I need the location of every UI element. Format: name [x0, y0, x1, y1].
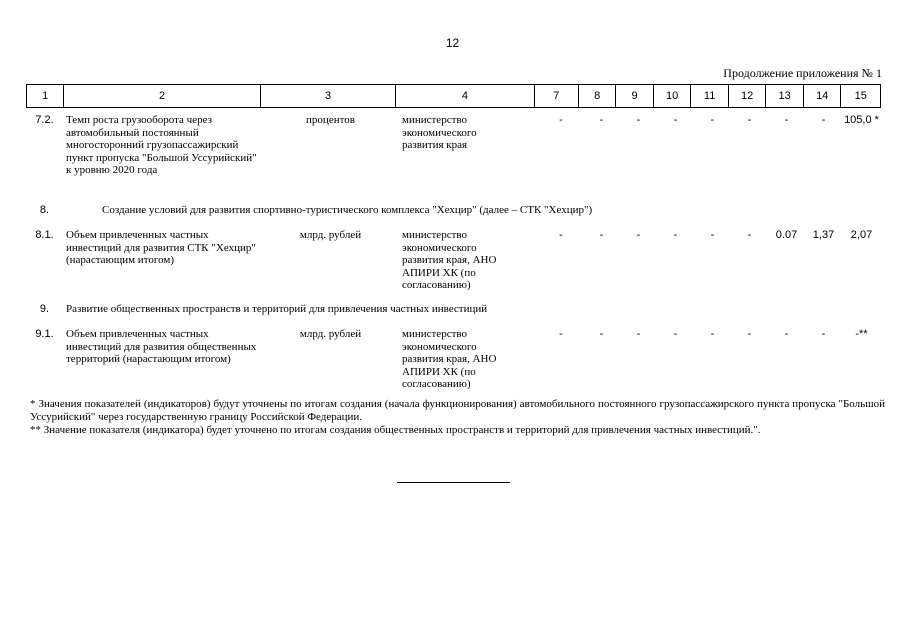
- indicator-value: -: [747, 328, 752, 340]
- column-header-cell: 12: [728, 85, 766, 108]
- section-row: [26, 204, 881, 229]
- indicator-row: [26, 229, 881, 303]
- indicator-value: -: [784, 114, 789, 126]
- indicator-value: -: [559, 114, 563, 126]
- column-header-cell: 11: [691, 85, 729, 108]
- indicator-value: -: [747, 229, 752, 241]
- section-title: Развитие общественных пространств и территорий для привлечения частных инвестиций: [66, 303, 488, 315]
- row-number: 9.1.: [35, 328, 54, 340]
- responsible-executor: министерство экономического развития края, АНО АПИРИ ХК (по согласованию): [402, 229, 497, 291]
- indicator-value: -: [599, 328, 604, 340]
- footnote-1: * Значения показателей (индикаторов) будут уточнены по итогам создания (начала функционирования) автомобильного постоянного грузопассажирского пункта пропуска "Большой Уссурийский" через государственную границу Российской Федерации.: [30, 398, 885, 423]
- responsible-executor: министерство экономического развития края: [402, 114, 477, 151]
- indicator-value: -: [599, 114, 604, 126]
- indicator-value: 1,37: [812, 229, 835, 241]
- indicator-value: -: [821, 114, 826, 126]
- column-header-cell: 7: [534, 85, 578, 108]
- indicator-value: -**: [855, 328, 868, 340]
- column-header-cell: 1: [27, 85, 64, 108]
- indicator-value: -: [821, 328, 826, 340]
- indicator-name: Объем привлеченных частных инвестиций для развития общественных территорий (нарастающим итогом): [66, 328, 257, 365]
- indicator-value: -: [747, 114, 752, 126]
- unit-of-measure: процентов: [306, 114, 355, 126]
- column-header-cell: 15: [841, 85, 881, 108]
- column-header-cell: 8: [579, 85, 616, 108]
- indicator-row: [26, 328, 881, 408]
- indicator-value: -: [559, 328, 563, 340]
- section-number: 8.: [39, 204, 50, 216]
- unit-of-measure: млрд. рублей: [299, 328, 362, 340]
- section-row: [26, 303, 881, 328]
- column-header-row: [27, 85, 881, 108]
- indicator-value: -: [636, 328, 641, 340]
- indicator-value: -: [559, 229, 563, 241]
- indicator-value: -: [673, 229, 678, 241]
- column-header-cell: 4: [396, 85, 534, 108]
- continuation-label: Продолжение приложения № 1: [723, 66, 882, 80]
- column-header-cell: 10: [653, 85, 691, 108]
- column-header-cell: 2: [64, 85, 260, 108]
- indicator-value: -: [636, 229, 641, 241]
- indicator-name: Объем привлеченных частных инвестиций для развития СТК "Хехцир" (нарастающим итогом): [66, 229, 256, 266]
- column-header-cell: 14: [803, 85, 841, 108]
- indicator-value: -: [673, 114, 678, 126]
- indicator-value: -: [599, 229, 604, 241]
- column-header-cell: 3: [260, 85, 396, 108]
- indicator-value: -: [710, 328, 715, 340]
- column-header-cell: 9: [616, 85, 653, 108]
- column-header-cell: 13: [766, 85, 804, 108]
- responsible-executor: министерство экономического развития края, АНО АПИРИ ХК (по согласованию): [402, 328, 497, 390]
- column-header-table: [26, 84, 881, 108]
- indicator-value: -: [710, 229, 715, 241]
- indicator-row: [26, 114, 881, 204]
- indicator-value: 105,0 *: [844, 114, 879, 126]
- indicator-value: -: [636, 114, 641, 126]
- page-number: 12: [445, 36, 460, 50]
- section-title: Создание условий для развития спортивно-туристического комплекса "Хехцир" (далее – СТК "Хехцир"): [102, 204, 593, 216]
- end-rule: [397, 482, 510, 483]
- section-number: 9.: [39, 303, 50, 315]
- indicator-name: Темп роста грузооборота через автомобильный постоянный многосторонний грузопассажирский пункт пропуска "Большой Уссурийский" к уровню 2020 года: [66, 114, 257, 176]
- indicator-value: 0.07: [775, 229, 798, 241]
- footnote-2: ** Значение показателя (индикатора) будет уточнено по итогам создания общественных пространств и территорий для привлечения частных инвестиций.".: [30, 424, 761, 436]
- unit-of-measure: млрд. рублей: [299, 229, 362, 241]
- indicator-value: -: [673, 328, 678, 340]
- indicator-value: 2,07: [850, 229, 873, 241]
- row-number: 8.1.: [35, 229, 54, 241]
- indicator-value: -: [710, 114, 715, 126]
- indicator-value: -: [784, 328, 789, 340]
- row-number: 7.2.: [35, 114, 54, 126]
